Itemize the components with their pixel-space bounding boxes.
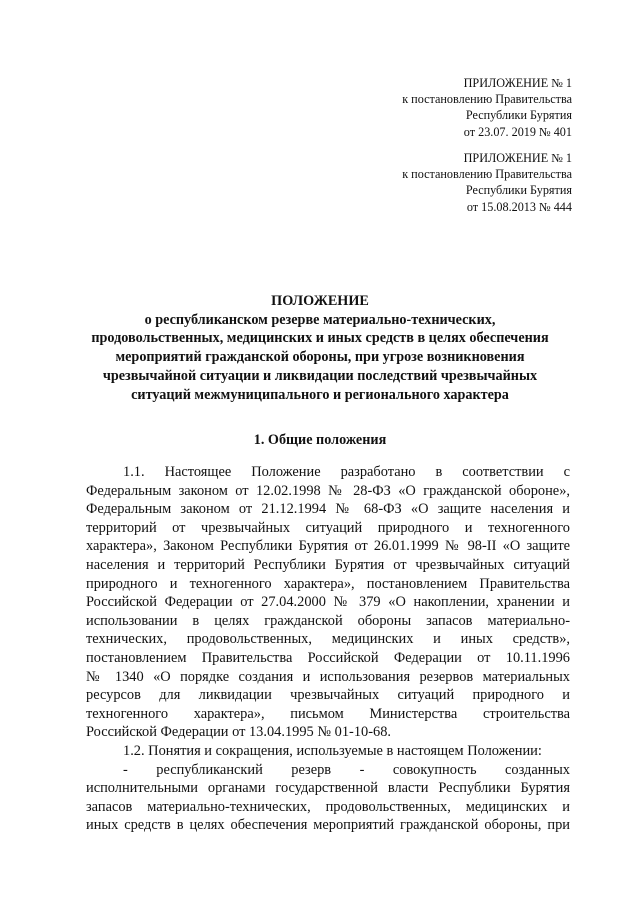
paragraph-line: технических, продовольственных, медицинских и иных средств», [86, 631, 570, 648]
paragraph-line: Российской Федерации от 13.04.1995 № 01-10-68. [86, 724, 392, 741]
title-line: о республиканском резерве материально-технических, [144, 311, 496, 328]
paragraph-line: исполнительными органами государственной власти Республики Бурятия [86, 780, 570, 797]
appendix-date-number: от 23.07. 2019 № 401 [463, 124, 572, 139]
document-title [60, 292, 580, 404]
paragraph-line: техногенного характера», письмом Министерства строительства [86, 705, 570, 722]
paragraph-line: запасов материально-технических, продовольственных, медицинских и [86, 798, 570, 815]
paragraph-line: 1.2. Понятия и сокращения, используемые в настоящем Положении: [123, 742, 542, 759]
paragraph-line: ресурсов для ликвидации чрезвычайных ситуаций природного и [86, 687, 570, 704]
paragraph-line: Федеральным законом от 12.02.1998 № 28-ФЗ «О гражданской обороне», [86, 482, 570, 499]
paragraph-line: природного и техногенного характера», постановлением Правительства [86, 575, 570, 592]
paragraph-line: иных средств в целях обеспечения мероприятий гражданской обороны, при [86, 817, 570, 834]
paragraph-line: постановлением Правительства Российской Федерации от 10.11.1996 [86, 649, 570, 666]
appendix-date-number: от 15.08.2013 № 444 [466, 199, 572, 214]
title-line: ситуаций межмуниципального и регионального характера [131, 386, 509, 403]
appendix-ref: к постановлению Правительства [402, 92, 572, 107]
paragraph-line: населения и территорий Республики Бурятия от чрезвычайных ситуаций [86, 556, 570, 573]
appendix-ref: к постановлению Правительства [402, 167, 572, 182]
title-line: чрезвычайной ситуации и ликвидации последствий чрезвычайных [102, 367, 538, 384]
paragraph-line: № 1340 «О порядке создания и использования резервов материальных [86, 668, 570, 685]
title-line: продовольственных, медицинских и иных средств в целях обеспечения [91, 330, 549, 347]
title-line: мероприятий гражданской обороны, при угрозе возникновения [115, 349, 525, 366]
section-heading: 1. Общие положения [253, 432, 387, 448]
paragraph-line: Российской Федерации от 27.04.2000 № 379 «О накоплении, хранении и [86, 594, 570, 611]
appendix-block-2019 [402, 75, 572, 140]
paragraph-line: территорий от чрезвычайных ситуаций природного и техногенного [86, 519, 570, 536]
appendix-issuer: Республики Бурятия [465, 108, 572, 123]
paragraph-line: использовании в целях гражданской обороны запасов материально- [86, 612, 570, 629]
appendix-block-2013 [402, 150, 572, 215]
section-body [86, 463, 570, 835]
paragraph-line: 1.1. Настоящее Положение разработано в соответствии с [123, 464, 570, 480]
title-line: ПОЛОЖЕНИЕ [271, 293, 369, 309]
appendix-title: ПРИЛОЖЕНИЕ № 1 [463, 76, 572, 90]
paragraph-line: характера», Законом Республики Бурятия от 26.01.1999 № 98-II «О защите [86, 538, 570, 555]
paragraph-line: Федеральным законом от 21.12.1994 № 68-ФЗ «О защите населения и [86, 501, 570, 518]
paragraph-line: - республиканский резерв - совокупность созданных [123, 761, 570, 778]
appendix-title: ПРИЛОЖЕНИЕ № 1 [463, 151, 572, 165]
appendix-issuer: Республики Бурятия [465, 183, 572, 198]
